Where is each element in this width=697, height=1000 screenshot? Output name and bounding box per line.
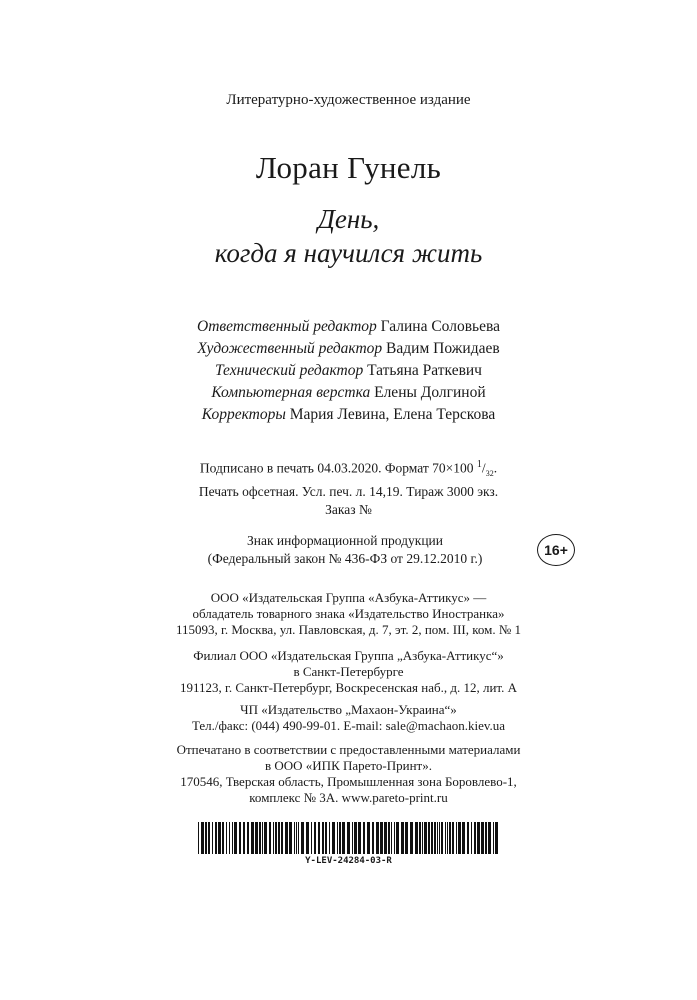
- barcode-bar: [495, 822, 498, 854]
- barcode-bar: [372, 822, 374, 854]
- barcode-bar: [226, 822, 227, 854]
- barcode-bar: [431, 822, 433, 854]
- author-name: Лоран Гунель: [255, 150, 442, 185]
- ukraine-block: [0, 702, 697, 734]
- barcode-bar: [264, 822, 267, 854]
- ukraine-line-1: ЧП «Издательство „Махаон-Украина“»: [240, 702, 457, 717]
- credit-role: Компьютерная верстка: [211, 384, 371, 401]
- credit-line: [0, 382, 697, 404]
- barcode-bar: [301, 822, 304, 854]
- credit-person: Татьяна Раткевич: [367, 362, 482, 379]
- barcode-bar: [215, 822, 217, 854]
- barcode-bar: [243, 822, 245, 854]
- barcode-bar: [218, 822, 221, 854]
- print-line-1: Подписано в печать 04.03.2020. Формат 70×100 $^1/_{32}$.: [199, 459, 498, 479]
- barcode-bar: [358, 822, 361, 854]
- print-line-2: Печать офсетная. Усл. печ. л. 14,19. Тираж 3000 экз.: [198, 484, 499, 500]
- barcode-bar: [493, 822, 494, 854]
- barcode-bar: [332, 822, 335, 854]
- barcode-bar: [285, 822, 288, 854]
- barcode-bar: [239, 822, 241, 854]
- credit-role: Художественный редактор: [197, 340, 383, 357]
- barcode-bar: [384, 822, 387, 854]
- printer-line-2: в ООО «ИПК Парето-Принт».: [264, 758, 432, 773]
- barcode-bar: [255, 822, 258, 854]
- barcode-bar: [212, 822, 213, 854]
- barcode-bar: [198, 822, 199, 854]
- credit-role: Ответственный редактор: [197, 318, 377, 335]
- barcode-bar: [289, 822, 292, 854]
- barcode-bar: [437, 822, 438, 854]
- barcode-bar: [419, 822, 421, 854]
- publisher-line-2: обладатель товарного знака «Издательство Иностранка»: [192, 606, 505, 621]
- info-sign-line-1: Знак информационной продукции: [246, 533, 444, 548]
- barcode-bar: [262, 822, 263, 854]
- publisher-block: [0, 590, 697, 638]
- barcode-bar: [424, 822, 427, 854]
- barcode-bar: [229, 822, 230, 854]
- order-number: Заказ №: [325, 502, 372, 518]
- barcode-bar: [456, 822, 457, 854]
- barcode-bar: [458, 822, 461, 854]
- barcode-bar: [391, 822, 392, 854]
- barcode-code: Y-LEV-24284-03-R: [305, 856, 392, 866]
- publisher-address: 115093, г. Москва, ул. Павловская, д. 7, эт. 2, пом. III, ком. № 1: [175, 622, 522, 637]
- barcode-bar: [376, 822, 379, 854]
- credit-line: [0, 404, 697, 426]
- barcode-bar: [415, 822, 418, 854]
- barcode-bar: [201, 822, 204, 854]
- barcode-bar: [234, 822, 237, 854]
- barcode-bar: [405, 822, 408, 854]
- barcode-bar: [447, 822, 448, 854]
- barcode-bar: [471, 822, 472, 854]
- barcode-bar: [281, 822, 283, 854]
- barcode-bar: [247, 822, 249, 854]
- barcode-bar: [251, 822, 254, 854]
- age-rating-badge: 16+: [537, 534, 575, 566]
- info-sign-text: [180, 532, 510, 568]
- genre-label: Литературно-художественное издание: [226, 92, 471, 108]
- barcode-bar: [474, 822, 476, 854]
- barcode-bar: [222, 822, 224, 854]
- barcode-bar: [339, 822, 341, 854]
- printer-line-3: 170546, Тверская область, Промышленная зона Боровлево-1,: [180, 774, 517, 789]
- barcode-bar: [354, 822, 357, 854]
- title-line-2: когда я научился жить: [214, 238, 483, 268]
- publisher-line-1: ООО «Издательская Группа «Азбука-Аттикус» —: [210, 590, 487, 605]
- barcode-bar: [278, 822, 280, 854]
- barcode-bar: [269, 822, 271, 854]
- printer-block: [0, 742, 697, 806]
- barcode-bar: [394, 822, 395, 854]
- branch-address: 191123, г. Санкт-Петербург, Воскресенская наб., д. 12, лит. А: [180, 680, 517, 695]
- barcode-bar: [452, 822, 454, 854]
- print-format-text: Подписано в печать 04.03.2020. Формат 70×100: [199, 460, 474, 476]
- barcode-bar: [445, 822, 446, 854]
- barcode-bar: [449, 822, 451, 854]
- barcode: [196, 822, 501, 874]
- barcode-bar: [481, 822, 484, 854]
- barcode-bar: [467, 822, 469, 854]
- fraction-denominator: 32: [485, 469, 494, 479]
- barcode-bar: [441, 822, 443, 854]
- printer-line-4: комплекс № 3А. www.pareto-print.ru: [249, 790, 448, 805]
- barcode-bar: [434, 822, 436, 854]
- ukraine-contacts: Тел./факс: (044) 490-99-01. E-mail: sale@machaon.kiev.ua: [191, 718, 506, 733]
- barcode-bar: [273, 822, 274, 854]
- barcode-bar: [363, 822, 365, 854]
- barcode-bar: [337, 822, 338, 854]
- barcode-bar: [410, 822, 413, 854]
- branch-line-1: Филиал ООО «Издательская Группа „Азбука-Аттикус“»: [193, 648, 504, 663]
- info-sign-line-2: (Федеральный закон № 436-ФЗ от 29.12.2010 г.): [207, 551, 483, 566]
- barcode-bar: [485, 822, 487, 854]
- barcode-bar: [367, 822, 370, 854]
- barcode-bar: [342, 822, 345, 854]
- credit-role: Корректоры: [201, 406, 286, 423]
- barcode-bar: [428, 822, 430, 854]
- credit-person: Галина Соловьева: [380, 318, 500, 335]
- barcode-bar: [462, 822, 465, 854]
- credit-person: Вадим Пожидаев: [386, 340, 500, 357]
- barcode-bar: [488, 822, 491, 854]
- barcode-bar: [325, 822, 327, 854]
- barcode-bar: [298, 822, 299, 854]
- book-title: [0, 202, 697, 270]
- barcode-bar: [311, 822, 312, 854]
- branch-block: [0, 648, 697, 696]
- barcode-bar: [388, 822, 390, 854]
- barcode-bar: [294, 822, 295, 854]
- barcode-bar: [352, 822, 353, 854]
- barcode-bar: [401, 822, 404, 854]
- barcode-bar: [314, 822, 316, 854]
- barcode-bar: [275, 822, 277, 854]
- barcode-bar: [296, 822, 297, 854]
- branch-line-2: в Санкт-Петербурге: [293, 664, 404, 679]
- barcode-bar: [422, 822, 423, 854]
- credit-line: [0, 338, 697, 360]
- barcode-bar: [380, 822, 383, 854]
- barcode-bar: [347, 822, 350, 854]
- barcode-bar: [396, 822, 399, 854]
- credit-person: Елены Долгиной: [374, 384, 486, 401]
- printer-line-1: Отпечатано в соответствии с предоставленными материалами: [176, 742, 521, 757]
- barcode-bar: [439, 822, 440, 854]
- title-line-1: День,: [317, 204, 380, 234]
- credits-block: [0, 316, 697, 426]
- barcode-bar: [232, 822, 233, 854]
- fraction-numerator: 1: [476, 459, 482, 470]
- barcode-bars: [196, 822, 501, 854]
- barcode-bar: [329, 822, 330, 854]
- barcode-bar: [318, 822, 320, 854]
- credit-person: Мария Левина, Елена Терскова: [289, 406, 496, 423]
- credit-line: [0, 360, 697, 382]
- barcode-bar: [322, 822, 324, 854]
- barcode-bar: [477, 822, 480, 854]
- barcode-bar: [208, 822, 210, 854]
- barcode-bar: [259, 822, 261, 854]
- barcode-bar: [306, 822, 309, 854]
- print-info: [0, 456, 697, 519]
- credit-line: [0, 316, 697, 338]
- barcode-bar: [205, 822, 207, 854]
- credit-role: Технический редактор: [215, 362, 364, 379]
